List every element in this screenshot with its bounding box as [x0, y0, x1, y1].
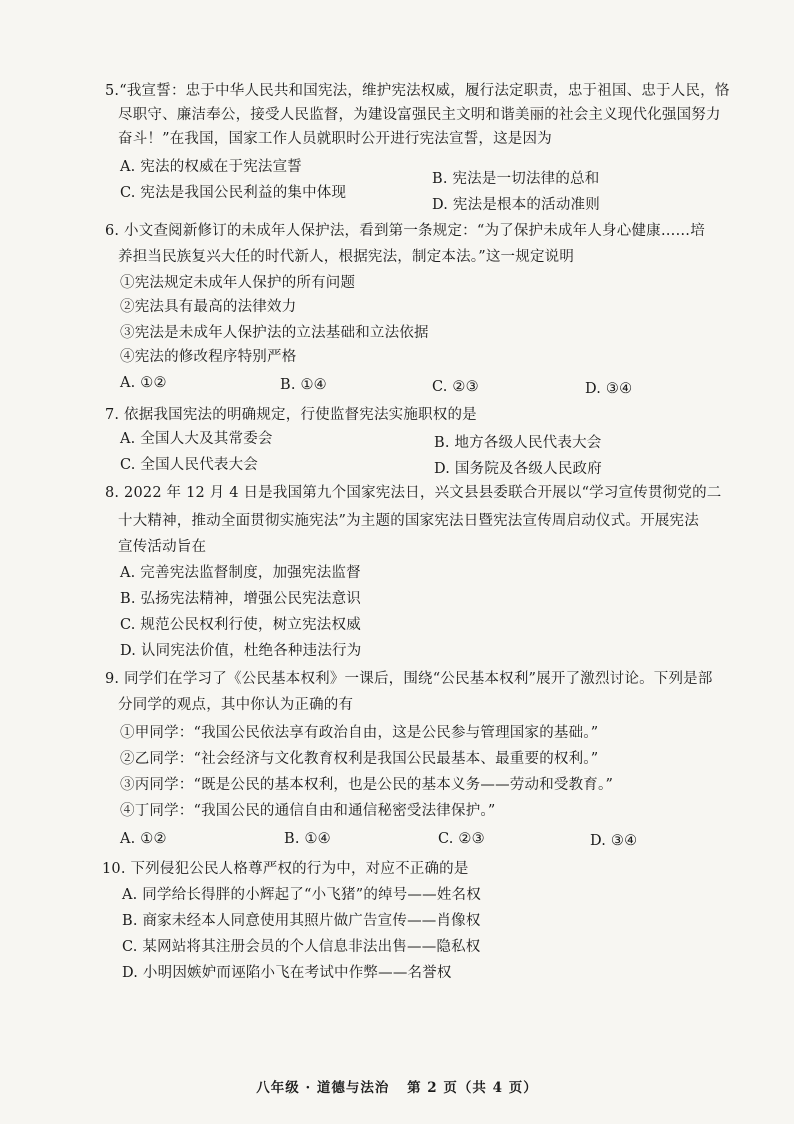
q9-stem-line-2: 分同学的观点，其中你认为正确的有 [118, 697, 354, 713]
q5-option-a: A. 宪法的权威在于宪法宣誓 [120, 159, 302, 175]
q9-option-a: A. ①② [120, 831, 167, 847]
q10-stem-line-1: 10. 下列侵犯公民人格尊严权的行为中，对应不正确的是 [102, 861, 469, 877]
q6-option-a: A. ①② [120, 375, 167, 391]
q9-item-4: ④丁同学：“我国公民的通信自由和通信秘密受法律保护。” [120, 803, 496, 819]
page-footer [0, 1076, 794, 1096]
q8-stem-line-1: 8. 2022 年 12 月 4 日是我国第九个国家宪法日，兴文县县委联合开展以“学习宣传贯彻党的二 [105, 485, 722, 501]
q9-option-b: B. ①④ [284, 831, 331, 847]
q6-stem-line-2: 养担当民族复兴大任的时代新人，根据宪法，制定本法。”这一规定说明 [118, 249, 575, 265]
q10-option-c: C. 某网站将其注册会员的个人信息非法出售——隐私权 [122, 939, 481, 955]
q5-stem-line-3: 奋斗！”在我国，国家工作人员就职时公开进行宪法宣誓，这是因为 [118, 131, 552, 147]
q5-option-b: B. 宪法是一切法律的总和 [432, 171, 600, 187]
q9-item-1: ①甲同学：“我国公民依法享有政治自由，这是公民参与管理国家的基础。” [120, 725, 599, 741]
q6-stem-line-1: 6. 小文查阅新修订的未成年人保护法，看到第一条规定：“为了保护未成年人身心健康……培 [105, 223, 705, 239]
q5-option-c: C. 宪法是我国公民利益的集中体现 [120, 185, 347, 201]
q7-option-c: C. 全国人民代表大会 [120, 457, 258, 473]
q9-option-c: C. ②③ [438, 831, 485, 847]
footer-page-number: 第 2 页（共 4 页） [407, 1080, 538, 1096]
q6-option-d: D. ③④ [585, 381, 633, 397]
q9-stem-line-1: 9. 同学们在学习了《公民基本权利》一课后，围绕“公民基本权利”展开了激烈讨论。下列是部 [105, 671, 713, 687]
q8-option-a: A. 完善宪法监督制度，加强宪法监督 [120, 565, 361, 581]
q8-stem-line-2: 十大精神，推动全面贯彻实施宪法”为主题的国家宪法日暨宪法宣传周启动仪式。开展宪法 [118, 513, 699, 529]
q6-option-c: C. ②③ [432, 379, 479, 395]
q7-option-b: B. 地方各级人民代表大会 [434, 435, 602, 451]
q5-stem-line-2: 尽职守、廉洁奉公，接受人民监督，为建设富强民主文明和谐美丽的社会主义现代化强国努力 [118, 107, 721, 123]
footer-subject: 八年级 · 道德与法治 [256, 1080, 390, 1096]
q10-option-a: A. 同学给长得胖的小辉起了“小飞猪”的绰号——姓名权 [122, 887, 481, 903]
q8-stem-line-3: 宣传活动旨在 [118, 539, 207, 555]
q9-item-3: ③丙同学：“既是公民的基本权利，也是公民的基本义务——劳动和受教育。” [120, 777, 614, 793]
q6-item-4: ④宪法的修改程序特别严格 [120, 349, 297, 365]
q7-stem-line-1: 7. 依据我国宪法的明确规定，行使监督宪法实施职权的是 [105, 407, 477, 423]
q8-option-b: B. 弘扬宪法精神，增强公民宪法意识 [120, 591, 361, 607]
q9-item-2: ②乙同学：“社会经济与文化教育权利是我国公民最基本、最重要的权利。” [120, 751, 599, 767]
q8-option-d: D. 认同宪法价值，杜绝各种违法行为 [120, 643, 362, 659]
q5-stem-line-1: 5.“我宣誓：忠于中华人民共和国宪法，维护宪法权威，履行法定职责，忠于祖国、忠于人民，恪 [105, 83, 730, 99]
q8-option-c: C. 规范公民权利行使，树立宪法权威 [120, 617, 361, 633]
q5-option-d: D. 宪法是根本的活动准则 [432, 197, 600, 213]
q7-option-a: A. 全国人大及其常委会 [120, 431, 273, 447]
q6-option-b: B. ①④ [280, 377, 327, 393]
q6-item-2: ②宪法具有最高的法律效力 [120, 299, 297, 315]
q6-item-1: ①宪法规定未成年人保护的所有问题 [120, 275, 356, 291]
q7-option-d: D. 国务院及各级人民政府 [434, 461, 602, 477]
q10-option-b: B. 商家未经本人同意使用其照片做广告宣传——肖像权 [122, 913, 481, 929]
q10-option-d: D. 小明因嫉妒而诬陷小飞在考试中作弊——名誉权 [122, 965, 452, 981]
q6-item-3: ③宪法是未成年人保护法的立法基础和立法依据 [120, 325, 429, 341]
q9-option-d: D. ③④ [590, 833, 638, 849]
